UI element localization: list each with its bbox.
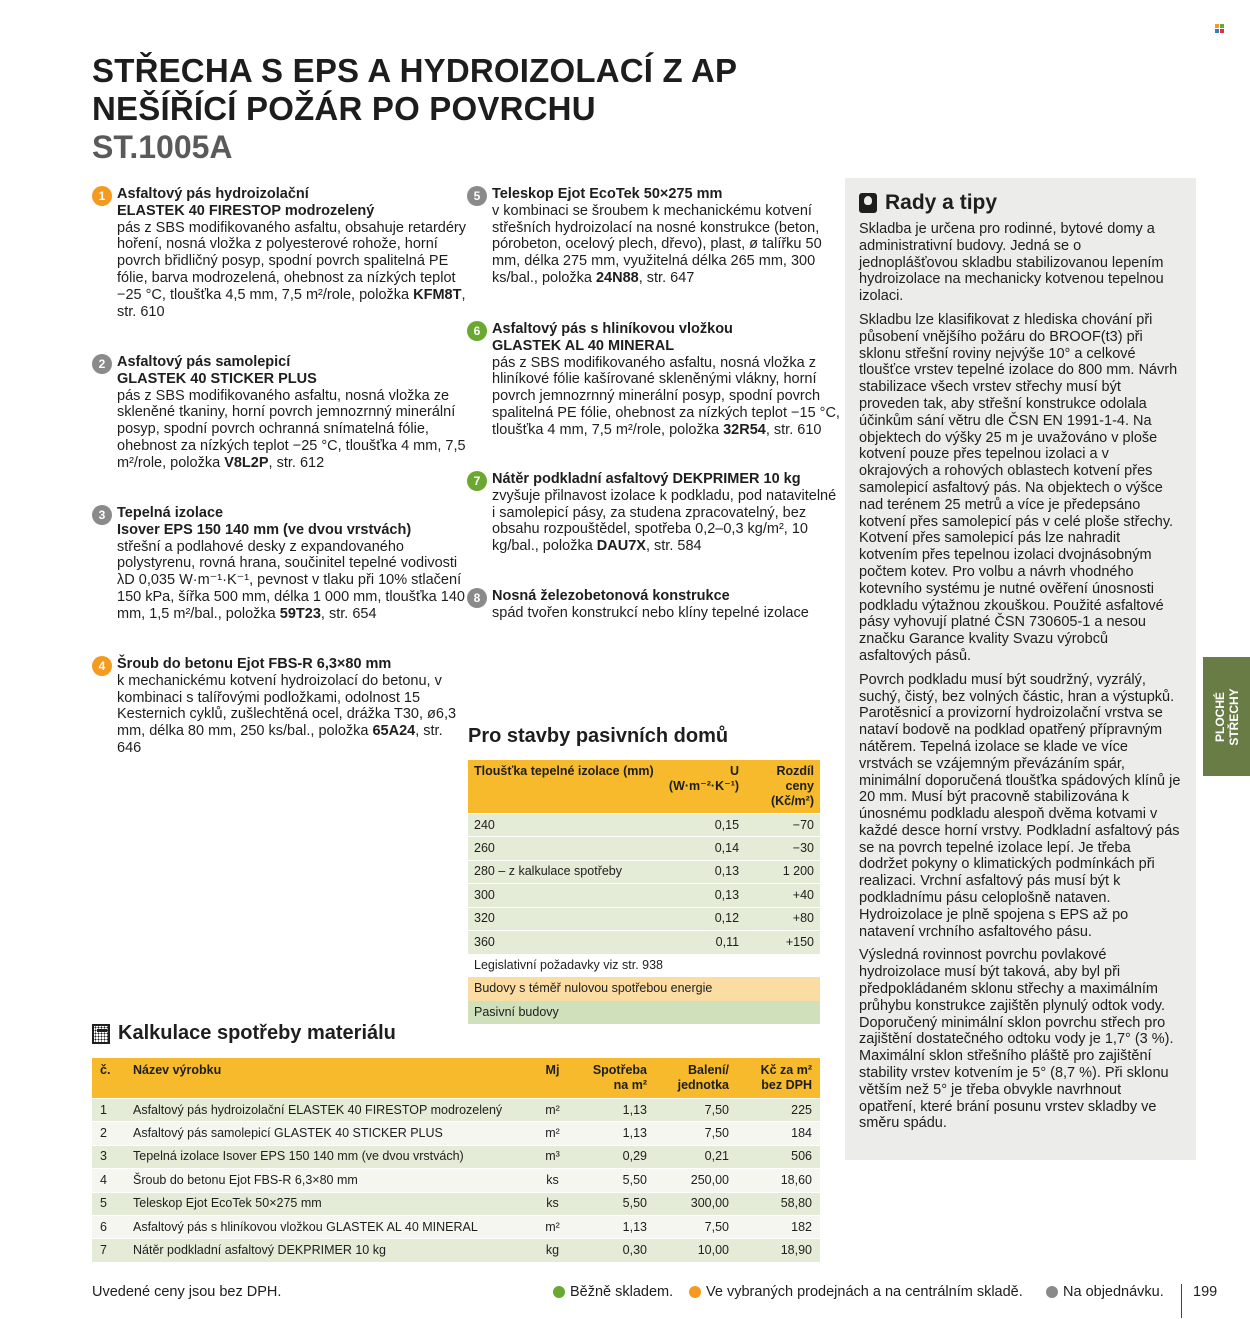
passive-legend-green: Pasivní budovy: [468, 1001, 820, 1024]
table-row: 360 0,11 +150: [468, 930, 820, 953]
calc-col-consumption: Spotřeba na m²: [575, 1058, 655, 1099]
item-description: střešní a podlahové desky z expandovaného polystyrenu, rovná hrana, součinitel tepelné vodivosti λD 0,035 W·m⁻¹·K⁻¹, pevnost v tlaku při 10% stlačení 150 kPa, šířka 500 mm, délka 1 000 mm, tloušťka 140 mm, 1,5 m²/bal., položka 59T23, str. 654: [117, 538, 465, 622]
tips-box: [845, 178, 1196, 1160]
calc-col-price: Kč za m² bez DPH: [737, 1058, 820, 1099]
item-number-badge: 2: [92, 354, 112, 374]
item-description: k mechanickému kotvení hydroizolací do betonu, v kombinaci s talířovými podložkami, odolnost 15 Kesternich cyklů, zušlechtěná ocel, drážka T30, ø6,3 mm, délka 80 mm, 250 ks/bal., položka 65A24, str. 646: [117, 672, 457, 756]
item-heading: Nátěr podkladní asfaltový DEKPRIMER 10 kg: [492, 471, 801, 487]
item-heading: Teleskop Ejot EcoTek 50×275 mm: [492, 186, 723, 202]
table-row: 240 0,15 −70: [468, 814, 820, 837]
page-title: [92, 52, 852, 128]
item-2: [98, 354, 467, 472]
item-code: DAU7X: [596, 538, 646, 555]
item-number-badge: 6: [467, 321, 487, 341]
table-row: 5 Teleskop Ejot EcoTek 50×275 mm ks 5,50 300,00 58,80: [92, 1192, 820, 1215]
calc-col-num: č.: [92, 1058, 125, 1099]
legend-on-order: Na objednávku.: [1046, 1284, 1164, 1300]
item-number-badge: 1: [92, 186, 112, 206]
passive-col-thickness: Tloušťka tepelné izolace (mm): [468, 760, 663, 814]
item-8: [473, 588, 842, 622]
item-code: V8L2P: [224, 454, 269, 471]
item-subheading: ELASTEK 40 FIRESTOP modrozelený: [117, 202, 375, 219]
calc-table: [92, 1058, 820, 1262]
product-code: ST.1005A: [92, 129, 233, 165]
passive-table: [468, 760, 820, 1024]
table-row: 3 Tepelná izolace Isover EPS 150 140 mm (ve dvou vrstvách) m³ 0,29 0,21 506: [92, 1145, 820, 1168]
table-row: 6 Asfaltový pás s hliníkovou vložkou GLASTEK AL 40 MINERAL m² 1,13 7,50 182: [92, 1215, 820, 1238]
item-description: v kombinaci se šroubem k mechanickému kotvení střešních hydroizolací na nosné konstrukce (beton, pórobeton, ocelový plech, dřevo), plast, ø talířku 50 mm, délka 275 mm, využitelná délka 265 mm, 300 ks/bal., položka 24N88, str. 647: [492, 202, 822, 286]
tips-paragraph-3: Povrch podkladu musí být soudržný, vyzrálý, suchý, čistý, bez volných částic, hran a výstupků. Parotěsnicí a provizorní hydroizolační vrstva se nataví bodově na podklad opatřený přípravným nátěrem. Tepelná izolace se klade ve více vrstvách se vzájemným převázáním spár, minimální doporučená tloušťka spádových klínů je 20 mm. Musí být pracovně stabilizována k únosnému podkladu alespoň dvěma kotvami v každé desce horní vrstvy. Podkladní asfaltový pás se na povrch tepelné izolace lepí. Je třeba dodržet pokyny o klimatických podmínkách při realizaci. Vrchní asfaltový pás musí být k podkladnímu pásu celoplošně nataven. Hydroizolace je plně spojena s EPS až po natavení vrchního asfaltového pásu.: [859, 671, 1181, 940]
item-heading: Nosná železobetonová konstrukce: [492, 588, 730, 604]
tips-paragraph-1: Skladba je určena pro rodinné, bytové domy a administrativní budovy. Jedná se o jednoplášťovou skladbu stabilizovanou lepením hydroizolace na mechanicky kotvenou tepelnou izolaci.: [859, 221, 1164, 305]
legend-in-stock: Běžně skladem.: [553, 1284, 673, 1300]
title-line-1: STŘECHA S EPS A HYDROIZOLACÍ Z AP: [92, 52, 738, 89]
item-description: pás z SBS modifikovaného asfaltu, obsahuje retardéry hoření, nosná vložka z polyesterové rohože, horní povrch břidličný posyp, spodní povrch spalitelná PE fólie, barva modrozelená, ohebnost za nízkých teplot −25 °C, tloušťka 4,5 mm, 7,5 m²/role, položka KFM8T, str. 610: [117, 219, 467, 320]
table-row: 4 Šroub do betonu Ejot FBS-R 6,3×80 mm ks 5,50 250,00 18,60: [92, 1169, 820, 1192]
item-6: [473, 321, 842, 439]
section-tab-line-1: PLOCHÉ: [1212, 691, 1227, 742]
title-line-2: NEŠÍŘÍCÍ POŽÁR PO POVRCHU: [92, 90, 596, 127]
item-description: pás z SBS modifikovaného asfaltu, nosná vložka z hliníkové fólie kašírované skleněnými vlákny, horní povrch jemnozrnný minerální posyp, spodní povrch spalitelná PE fólie, ohebnost za nízkých teplot −15 °C, tloušťka 4 mm, 7,5 m²/role, položka 32R54, str. 610: [492, 354, 840, 438]
legend-selected-stores: Ve vybraných prodejnách a na centrálním skladě.: [689, 1284, 1023, 1300]
table-row: 1 Asfaltový pás hydroizolační ELASTEK 40 FIRESTOP modrozelený m² 1,13 7,50 225: [92, 1099, 820, 1122]
orange-dot-icon: [689, 1286, 701, 1298]
item-number-badge: 7: [467, 471, 487, 491]
grey-dot-icon: [1046, 1286, 1058, 1298]
item-number-badge: 3: [92, 505, 112, 525]
calc-table-title: Kalkulace spotřeby materiálu: [92, 1022, 396, 1045]
calc-col-package: Balení/ jednotka: [655, 1058, 737, 1099]
passive-table-title: Pro stavby pasivních domů: [468, 725, 729, 747]
item-heading: Šroub do betonu Ejot FBS-R 6,3×80 mm: [117, 656, 392, 672]
table-row: 280 – z kalkulace spotřeby 0,13 1 200: [468, 860, 820, 883]
passive-table-header: [468, 760, 820, 814]
passive-col-price: Rozdíl ceny (Kč/m²): [745, 760, 820, 814]
item-code: 65A24: [372, 723, 416, 740]
item-7: [473, 471, 842, 555]
item-subheading: GLASTEK AL 40 MINERAL: [492, 337, 675, 354]
passive-legend-yellow: Budovy s téměř nulovou spotřebou energie: [468, 977, 820, 1000]
item-number-badge: 4: [92, 656, 112, 676]
item-heading: Asfaltový pás samolepicí: [117, 354, 291, 370]
item-description: pás z SBS modifikovaného asfaltu, nosná vložka ze skleněné tkaniny, horní povrch jemnozrnný minerální posyp, spodní povrch ochranná snímatelná fólie, ohebnost za nízkých teplot −25 °C, tloušťka 4 mm, 7,5 m²/role, položka V8L2P, str. 612: [117, 387, 466, 471]
item-5: [473, 186, 842, 287]
item-description: zvyšuje přilnavost izolace k podkladu, pod natavitelné i samolepicí pásy, za studena zpracovatelný, bez obsahu rozpouštědel, spotřeba 0,2–0,3 kg/m², 10 kg/bal., položka DAU7X, str. 584: [492, 487, 837, 555]
calculator-icon: [92, 1024, 110, 1044]
page-number: 199: [1193, 1284, 1218, 1300]
item-3: [98, 505, 467, 623]
item-code: 59T23: [279, 605, 321, 622]
tips-paragraph-4: Výsledná rovinnost povrchu povlakové hydroizolace musí být taková, aby byl při předpokládaném sklonu střechy a maximálním průhybu konstrukce zajištěn plynulý odtok vody. Doporučený minimální sklon povrchu střech pro zajištění dostatečného odtoku vody je 1,7° (3 %). Maximální sklon střešního pláště pro zajištění stability vrstev kotvením je 5° (8,7 %). Při sklonu větším než 5° je třeba obvykle navrhnout opatření, které brání posunu vrstev skladby ve směru spádu.: [859, 947, 1174, 1132]
corner-mark-icon: [1215, 24, 1225, 34]
section-tab: [1203, 657, 1250, 776]
tips-paragraph-2: Skladbu lze klasifikovat z hlediska chování při působení vnějšího požáru do BROOF(t3) při sklonu střešní roviny nejvýše 10° a celkové tloušťce vrstev tepelné izolace do 800 mm. Návrh stabilizace všech vrstev střechy musí být proveden tak, aby střešní konstrukce odolala účinkům sání větru dle ČSN EN 1991-1-4. Na objektech do výšky 25 m je uvažováno v ploše kotvení pouze přes tepelnou izolaci a v okrajových a rohových oblastech kotvení přes samolepicí asfaltový pás. Na objektech o výšce nad terénem 25 metrů a více je předepsáno kotvení přes samolepicí pás v celé ploše střechy. Kotvení přes samolepicí pás lze nahradit kotvením přes tepelnou izolaci dvojnásobným počtem kotev. Pro volbu a návrh vhodného kotevního systému je nutné ověření únosnosti podkladu výtažnou zkouškou. Použité asfaltové pásy vyhovují platné ČSN 730605-1 a nesou značku Garance kvality Svazu výrobců asfaltových pásů.: [859, 311, 1178, 664]
section-tab-line-2: STŘECHY: [1226, 687, 1241, 746]
item-code: KFM8T: [413, 286, 462, 303]
item-number-badge: 8: [467, 588, 487, 608]
item-1: [98, 186, 467, 320]
item-4: [98, 656, 467, 757]
item-heading: Asfaltový pás hydroizolační: [117, 186, 309, 202]
calc-table-header: [92, 1058, 820, 1099]
green-dot-icon: [553, 1286, 565, 1298]
table-row: 300 0,13 +40: [468, 884, 820, 907]
item-code: 32R54: [723, 421, 766, 438]
item-number-badge: 5: [467, 186, 487, 206]
item-subheading: GLASTEK 40 STICKER PLUS: [117, 370, 317, 387]
lightbulb-icon: [859, 193, 877, 213]
table-row: 260 0,14 −30: [468, 837, 820, 860]
table-row: 320 0,12 +80: [468, 907, 820, 930]
passive-col-u: U (W·m⁻²·K⁻¹): [663, 760, 745, 814]
item-subheading: Isover EPS 150 140 mm (ve dvou vrstvách): [117, 521, 412, 538]
item-heading: Asfaltový pás s hliníkovou vložkou: [492, 321, 733, 337]
item-code: 24N88: [595, 269, 639, 286]
table-row: 7 Nátěr podkladní asfaltový DEKPRIMER 10 kg kg 0,30 10,00 18,90: [92, 1239, 820, 1262]
tips-title: Rady a tipy: [859, 190, 1182, 216]
passive-note-row: Legislativní požadavky viz str. 938: [468, 954, 820, 977]
price-note: Uvedené ceny jsou bez DPH.: [92, 1284, 282, 1300]
table-row: 2 Asfaltový pás samolepicí GLASTEK 40 STICKER PLUS m² 1,13 7,50 184: [92, 1122, 820, 1145]
item-description: spád tvořen konstrukcí nebo klíny tepelné izolace: [492, 604, 809, 621]
item-heading: Tepelná izolace: [117, 505, 224, 521]
calc-col-name: Název výrobku: [125, 1058, 530, 1099]
page-separator: [1181, 1284, 1182, 1318]
calc-col-unit: Mj: [530, 1058, 575, 1099]
